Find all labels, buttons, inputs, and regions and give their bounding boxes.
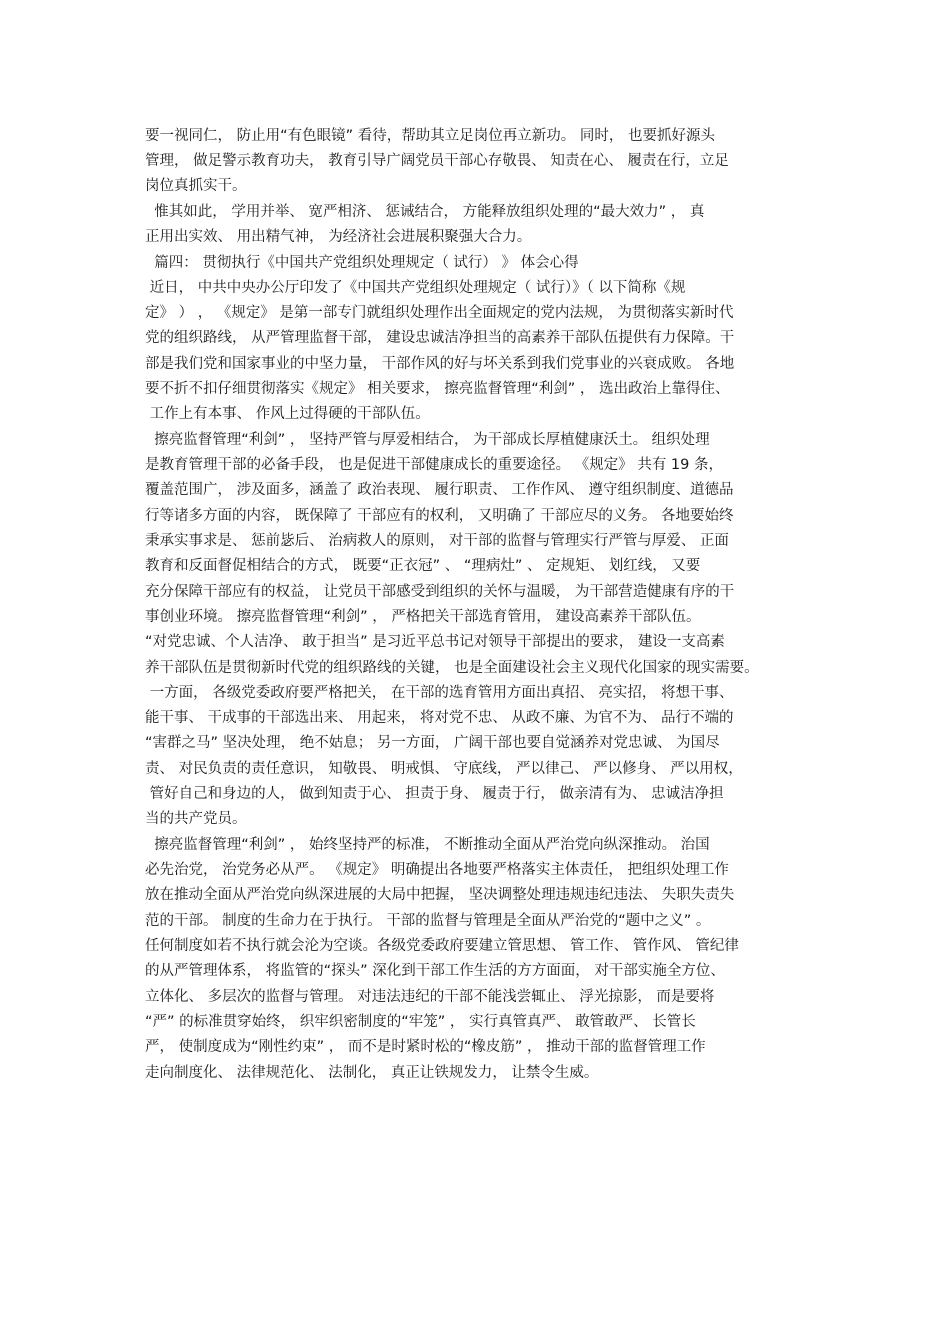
section-heading: 篇四： 贯彻执行《中国共产党组织处理规定（ 试行） 》 体会心得 — [145, 255, 579, 271]
text-line: 能干事、 干成事的干部选出来、 用起来， 将对党不忠、 从政不廉、为官不为、 品行不端的 — [145, 710, 734, 726]
text-line: 党的组织路线， 从严管理监督干部， 建设忠诚洁净担当的高素养干部队伍提供有力保障。干 — [145, 330, 735, 346]
text-line: 范的干部。 制度的生命力在于执行。 干部的监督与管理是全面从严治党的“题中之义” 。 — [145, 913, 711, 929]
text-line: 的从严管理体系， 将监管的“探头” 深化到干部工作生活的方方面面， 对干部实施全方位、 — [145, 963, 725, 979]
text-line: 责、 对民负责的责任意识， 知敬畏、 明戒惧、 守底线， 严以律己、 严以修身、 严以用权， — [145, 761, 743, 777]
text-line: 定》 ） ， 《规定》 是第一部专门就组织处理作出全面规定的党内法规， 为贯彻落实新时代 — [145, 305, 734, 321]
text-line: 严， 使制度成为“刚性约束” ， 而不是时紧时松的“橡皮筋” ， 推动干部的监督管理工作 — [145, 1039, 706, 1055]
text-line: 管好自己和身边的人， 做到知责于心、 担责于身、 履责于行， 做亲清有为、 忠诚洁净担 — [145, 786, 724, 802]
text-line: 事创业环境。 擦亮监督管理“利剑” ， 严格把关干部选育管用， 建设高素养干部队伍。 — [145, 609, 701, 625]
text-line: “害群之马” 坚决处理， 绝不姑息； 另一方面， 广阔干部也要自觉涵养对党忠诚、 为国尽 — [145, 735, 720, 751]
text-line: “严” 的标准贯穿始终， 织牢织密制度的“牢笼” ， 实行真管真严、 敢管敢严、 长管长 — [145, 1014, 696, 1030]
text-line: 行等诸多方面的内容， 既保障了 干部应有的权利， 又明确了 干部应尽的义务。 各地要始终 — [145, 508, 734, 524]
text-line: 惟其如此， 学用并举、 宽严相济、 惩诫结合， 方能释放组织处理的“最大效力” ， 真 — [145, 204, 705, 220]
text-line: 工作上有本事、 作风上过得硬的干部队伍。 — [145, 406, 430, 422]
text-line: 是教育管理干部的必备手段， 也是促进干部健康成长的重要途径。 《规定》 共有 19 条， — [145, 457, 723, 473]
text-line: 近日， 中共中央办公厅印发了《中国共产党组织处理规定（ 试行）》（ 以下简称《规 — [145, 280, 686, 296]
text-line: 管理， 做足警示教育功夫， 教育引导广阔党员干部心存敬畏、 知责在心、 履责在行，立足 — [145, 153, 729, 169]
text-line: 任何制度如若不执行就会沦为空谈。各级党委政府要建立管思想、 管工作、 管作风、 管纪律 — [145, 938, 739, 954]
text-line: 当的共产党员。 — [145, 811, 247, 827]
text-line: 养干部队伍是贯彻新时代党的组织路线的关键， 也是全面建设社会主义现代化国家的现实需要。 — [145, 660, 759, 676]
text-line: 部是我们党和国家事业的中坚力量， 干部作风的好与坏关系到我们党事业的兴衰成败。 各地 — [145, 356, 735, 372]
text-line: 擦亮监督管理“利剑” ， 坚持严管与厚爱相结合， 为干部成长厚植健康沃土。 组织处理 — [145, 432, 710, 448]
text-line: 立体化、 多层次的监督与管理。 对违法违纪的干部不能浅尝辄止、 浮光掠影， 而是要将 — [145, 989, 715, 1005]
text-line: 要一视同仁， 防止用“有色眼镜” 看待，帮助其立足岗位再立新功。 同时， 也要抓好源头 — [145, 128, 715, 144]
text-line: 必先治党， 治党务必从严。 《规定》 明确提出各地要严格落实主体责任， 把组织处理工作 — [145, 862, 729, 878]
text-line: 覆盖范围广， 涉及面多，涵盖了 政治表现、 履行职责、 工作作风、 遵守组织制度、道德品 — [145, 482, 734, 498]
text-line: 放在推动全面从严治党向纵深进展的大局中把握， 坚决调整处理违规违纪违法、 失职失责失 — [145, 887, 735, 903]
text-line: 走向制度化、 法律规范化、 法制化， 真正让铁规发力， 让禁令生威。 — [145, 1065, 599, 1081]
text-line: 一方面， 各级党委政府要严格把关， 在干部的选育管用方面出真招、 亮实招， 将想干事、 — [145, 685, 734, 701]
text-line: 教育和反面督促相结合的方式， 既要“正衣冠” 、 “理病灶” 、 定规矩、 划红线， 又要 — [145, 558, 701, 574]
text-line: 充分保障干部应有的权益， 让党员干部感受到组织的关怀与温暖， 为干部营造健康有序的干 — [145, 584, 735, 600]
text-line: 秉承实事求是、 惩前毖后、 治病救人的原则， 对干部的监督与管理实行严管与厚爱、 正面 — [145, 533, 729, 549]
text-line: 擦亮监督管理“利剑” ， 始终坚持严的标准， 不断推动全面从严治党向纵深推动。 治国 — [145, 837, 710, 853]
text-line: 要不折不扣仔细贯彻落实《规定》 相关要求， 擦亮监督管理“利剑” ， 选出政治上靠得住、 — [145, 381, 730, 397]
text-line: “对党忠诚、个人洁净、 敢于担当” 是习近平总书记对领导干部提出的要求， 建设一支高素 — [145, 634, 725, 650]
text-line: 岗位真抓实干。 — [145, 178, 247, 194]
text-line: 正用出实效、 用出精气神， 为经济社会进展积聚强大合力。 — [145, 229, 532, 245]
